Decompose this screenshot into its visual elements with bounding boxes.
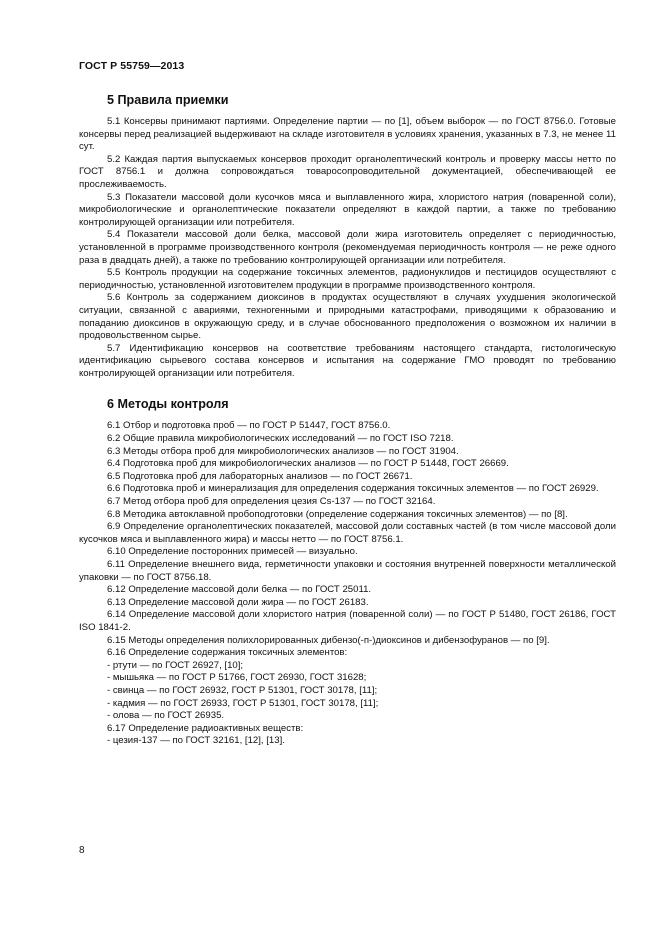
- paragraph-6-1: 6.1 Отбор и подготовка проб — по ГОСТ Р 51447, ГОСТ 8756.0.: [107, 420, 391, 432]
- paragraph-6-2: 6.2 Общие правила микробиологических исследований — по ГОСТ ISO 7218.: [107, 433, 454, 445]
- list-item-tin: - олова — по ГОСТ 26935.: [107, 710, 225, 722]
- document-body: [79, 92, 616, 748]
- section-5-title: 5 Правила приемки: [107, 93, 229, 107]
- list-item-mercury: - ртути — по ГОСТ 26927, [10];: [107, 659, 244, 671]
- paragraph-6-16: 6.16 Определение содержания токсичных элементов:: [107, 647, 348, 659]
- paragraph-6-6: 6.6 Подготовка проб и минерализация для определения содержания токсичных элементов — по ГОСТ 26929.: [107, 483, 599, 495]
- paragraph-6-4: 6.4 Подготовка проб для микробиологических анализов — по ГОСТ Р 51448, ГОСТ 26669.: [107, 458, 509, 470]
- paragraph-6-13: 6.13 Определение массовой доли жира — по ГОСТ 26183.: [107, 596, 369, 608]
- paragraph-6-3: 6.3 Методы отбора проб для микробиологических анализов — по ГОСТ 31904.: [107, 445, 459, 457]
- paragraph-6-14: 6.14 Определение массовой доли хлористого натрия (поваренной соли) — по ГОСТ Р 51480, ГОСТ 26186, ГОСТ ISO 1841-2.: [79, 609, 616, 633]
- paragraph-5-6: 5.6 Контроль за содержанием диоксинов в продуктах осуществляют в случаях ухудшения экологической ситуации, связанной с авариями, техногенными и природными катастрофами, приводящими к образованию и попаданию диоксинов в окружающую среду, и в случае обоснованного предположения о возможном их наличии в продовольственном сырье.: [79, 292, 616, 342]
- paragraph-5-5: 5.5 Контроль продукции на содержание токсичных элементов, радионуклидов и пестицидов осуществляют с периодичностью, установленной изготовителем продукции в программе производственного контроля.: [79, 267, 616, 291]
- paragraph-6-17: 6.17 Определение радиоактивных веществ:: [107, 722, 304, 734]
- document-header: ГОСТ Р 55759—2013: [79, 60, 185, 72]
- section-6: [79, 396, 616, 747]
- paragraph-5-3: 5.3 Показатели массовой доли кусочков мяса и выплавленного жира, хлористого натрия (поваренной соли), микробиологические и органолептические показатели определяют в каждой партии, а также по требованию контролирующей организации или потребителя.: [79, 191, 616, 228]
- paragraph-6-7: 6.7 Метод отбора проб для определения цезия Cs-137 — по ГОСТ 32164.: [107, 496, 436, 508]
- list-item-arsenic: - мышьяка — по ГОСТ Р 51766, ГОСТ 26930, ГОСТ 31628;: [107, 672, 367, 684]
- paragraph-6-15: 6.15 Методы определения полихлорированных дибензо(-п-)диоксинов и дибензофуранов — по [9].: [107, 634, 550, 646]
- list-item-cesium: - цезия-137 — по ГОСТ 32161, [12], [13].: [107, 735, 285, 747]
- paragraph-6-11: 6.11 Определение внешнего вида, герметичности упаковки и состояния внутренней поверхности металлической упаковки — по ГОСТ 8756.18.: [79, 559, 616, 583]
- paragraph-5-7: 5.7 Идентификацию консервов на соответствие требованиям настоящего стандарта, гистологическую идентификацию сырьевого состава консервов и испытания на содержание ГМО проводят по требованию контролирующей организации или потребителя.: [79, 342, 616, 379]
- section-5: [79, 92, 616, 380]
- list-item-cadmium: - кадмия — по ГОСТ 26933, ГОСТ Р 51301, ГОСТ 30178, [11];: [107, 697, 379, 709]
- paragraph-5-2: 5.2 Каждая партия выпускаемых консервов проходит органолептический контроль и проверку массы нетто по ГОСТ 8756.1 и должна сопровождаться товаросопроводительной документацией, обеспечивающей ее прослеживаемость.: [79, 153, 616, 190]
- paragraph-5-1: 5.1 Консервы принимают партиями. Определение партии — по [1], объем выборок — по ГОСТ 8756.0. Готовые консервы перед реализацией выдерживают на складе изготовителя в условиях хранения, указанных в 7.3, не менее 11 сут.: [79, 116, 616, 153]
- paragraph-6-9: 6.9 Определение органолептических показателей, массовой доли составных частей (в том числе массовой доли кусочков мяса и выплавленного жира) и массы нетто — по ГОСТ 8756.1.: [79, 521, 616, 545]
- list-item-lead: - свинца — по ГОСТ 26932, ГОСТ Р 51301, ГОСТ 30178, [11];: [107, 684, 378, 696]
- paragraph-6-10: 6.10 Определение посторонних примесей — визуально.: [107, 546, 358, 558]
- paragraph-6-12: 6.12 Определение массовой доли белка — по ГОСТ 25011.: [107, 584, 372, 596]
- paragraph-5-4: 5.4 Показатели массовой доли белка, массовой доли жира изготовитель определяет с периодичностью, установленной в программе производственного контроля (рекомендуемая периодичность контроля — не реже одного раза в двадцать дней), а также по требованию контролирующей организации или потребителя.: [79, 229, 616, 266]
- page-number: 8: [79, 845, 85, 856]
- paragraph-6-8: 6.8 Методика автоклавной пробоподготовки (определение содержания токсичных элементов) — по [8].: [107, 508, 568, 520]
- section-6-title: 6 Методы контроля: [107, 397, 229, 412]
- paragraph-6-5: 6.5 Подготовка проб для лабораторных анализов — по ГОСТ 26671.: [107, 470, 413, 482]
